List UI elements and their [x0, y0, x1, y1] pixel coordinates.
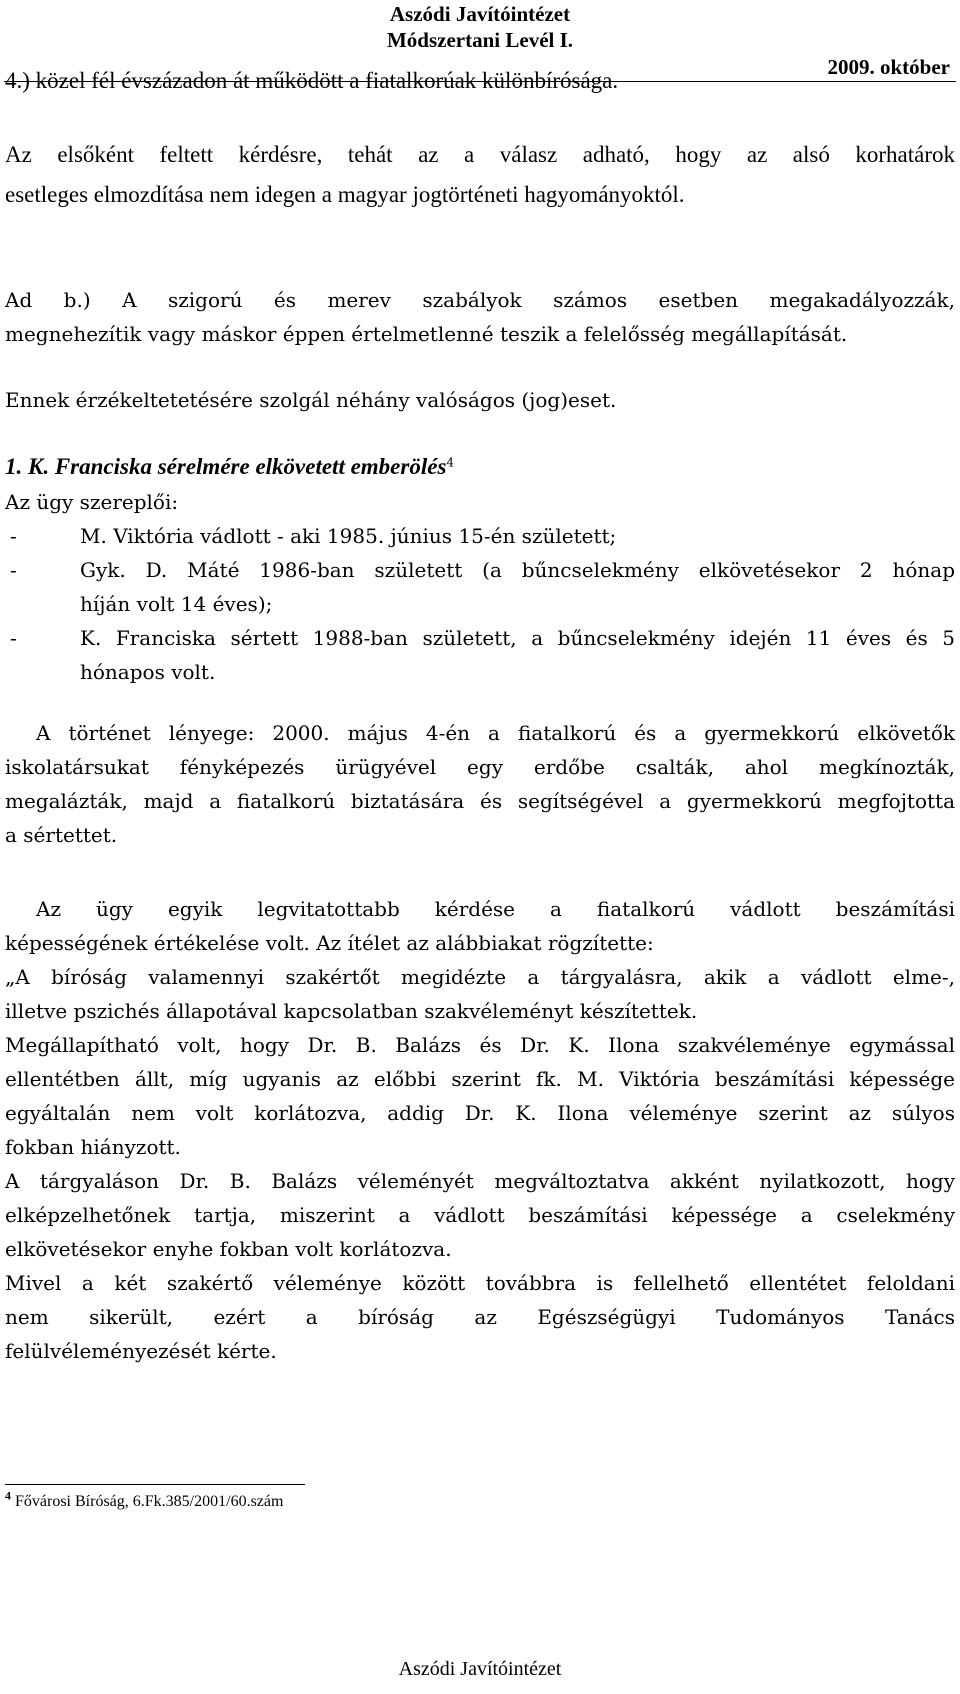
list-text: M. Viktória vádlott - aki 1985. június 15-én született; [80, 524, 617, 548]
dispute-line: Az ügy egyik legvitatottabb kérdése a fiatalkorú vádlott beszámítási [36, 897, 955, 921]
dispute-line: ellentétben állt, míg ugyanis az előbbi szerint fk. M. Viktória beszámítási képessége [5, 1067, 955, 1091]
adb-line-2: megnehezítik vagy máskor éppen értelmetlenné teszik a felelősség megállapítását. [5, 322, 848, 346]
story-line: iskolatársukat fényképezés ürügyével egy erdőbe csalták, ahol megkínozták, [5, 755, 955, 779]
answer-line-2: esetleges elmozdítása nem idegen a magyar jogtörténeti hagyományoktól. [5, 182, 685, 207]
header-date: 2009. október [827, 55, 950, 79]
dispute-line: fokban hiányzott. [5, 1135, 181, 1159]
footnote-number: 4 [5, 1488, 11, 1503]
adb-line-1: Ad b.) A szigorú és merev szabályok számos esetben megakadályozzák, [5, 288, 955, 312]
footnote [5, 1488, 284, 1511]
list-text: híján volt 14 éves); [80, 592, 273, 616]
dispute-line: egyáltalán nem volt korlátozva, addig Dr. K. Ilona véleménye szerint az súlyos [5, 1101, 955, 1125]
story-line: A történet lényege: 2000. május 4-én a fiatalkorú és a gyermekkorú elkövetők [36, 721, 955, 745]
case-heading [5, 450, 955, 484]
list-text: K. Franciska sértett 1988-ban született, a bűncselekmény idején 11 éves és 5 [80, 626, 955, 650]
footnote-ref: 4 [446, 455, 455, 470]
header-institution: Aszódi Javítóintézet [389, 2, 571, 26]
page-footer: Aszódi Javítóintézet [398, 1658, 562, 1680]
dispute-line: A tárgyaláson Dr. B. Balázs véleményét megváltoztatva akként nyilatkozott, hogy [5, 1169, 955, 1193]
list-dash: - [10, 524, 17, 548]
dispute-line: nem sikerült, ezért a bíróság az Egészségügyi Tudományos Tanács [5, 1305, 955, 1329]
dispute-line: elképzelhetőnek tartja, miszerint a vádlott beszámítási képessége a cselekmény [5, 1203, 955, 1227]
dispute-line: felülvéleményezését kérte. [5, 1339, 277, 1363]
answer-line-1: Az elsőként feltett kérdésre, tehát az a válasz adható, hogy az alsó korhatárok [5, 142, 955, 167]
case-title: 1. K. Franciska sérelmére elkövetett emberölés [5, 454, 447, 479]
dispute-line: képességének értékelése volt. Az ítélet az alábbiakat rögzítette: [5, 931, 654, 955]
intro-cases: Ennek érzékeltetetésére szolgál néhány valóságos (jog)eset. [5, 388, 617, 412]
list-dash: - [10, 558, 17, 582]
item-4: 4.) közel fél évszázadon át működött a fiatalkorúak különbírósága. [5, 68, 619, 93]
footnote-rule [5, 1484, 305, 1485]
story-line: megalázták, majd a fiatalkorú biztatására és segítségével a gyermekkorú megfojtotta [5, 789, 955, 813]
dispute-line: Mivel a két szakértő véleménye között továbbra is fellelhető ellentétet feloldani [5, 1271, 955, 1295]
dispute-line: „A bíróság valamennyi szakértőt megidézte a tárgyalásra, akik a vádlott elme-, [5, 965, 955, 989]
dispute-line: elkövetésekor enyhe fokban volt korlátozva. [5, 1237, 452, 1261]
dispute-line: Megállapítható volt, hogy Dr. B. Balázs és Dr. K. Ilona szakvéleménye egymással [5, 1033, 955, 1057]
list-text: hónapos volt. [80, 660, 216, 684]
list-dash: - [10, 626, 17, 650]
header-publication: Módszertani Levél I. [386, 28, 574, 52]
list-text: Gyk. D. Máté 1986-ban született (a bűncselekmény elkövetésekor 2 hónap [80, 558, 955, 582]
page-header [0, 1, 960, 53]
story-line: a sértettet. [5, 823, 118, 847]
dispute-line: illetve pszichés állapotával kapcsolatban szakvéleményt készítettek. [5, 999, 698, 1023]
actors-label: Az ügy szereplői: [5, 490, 179, 514]
footnote-text: Fővárosi Bíróság, 6.Fk.385/2001/60.szám [15, 1493, 284, 1510]
